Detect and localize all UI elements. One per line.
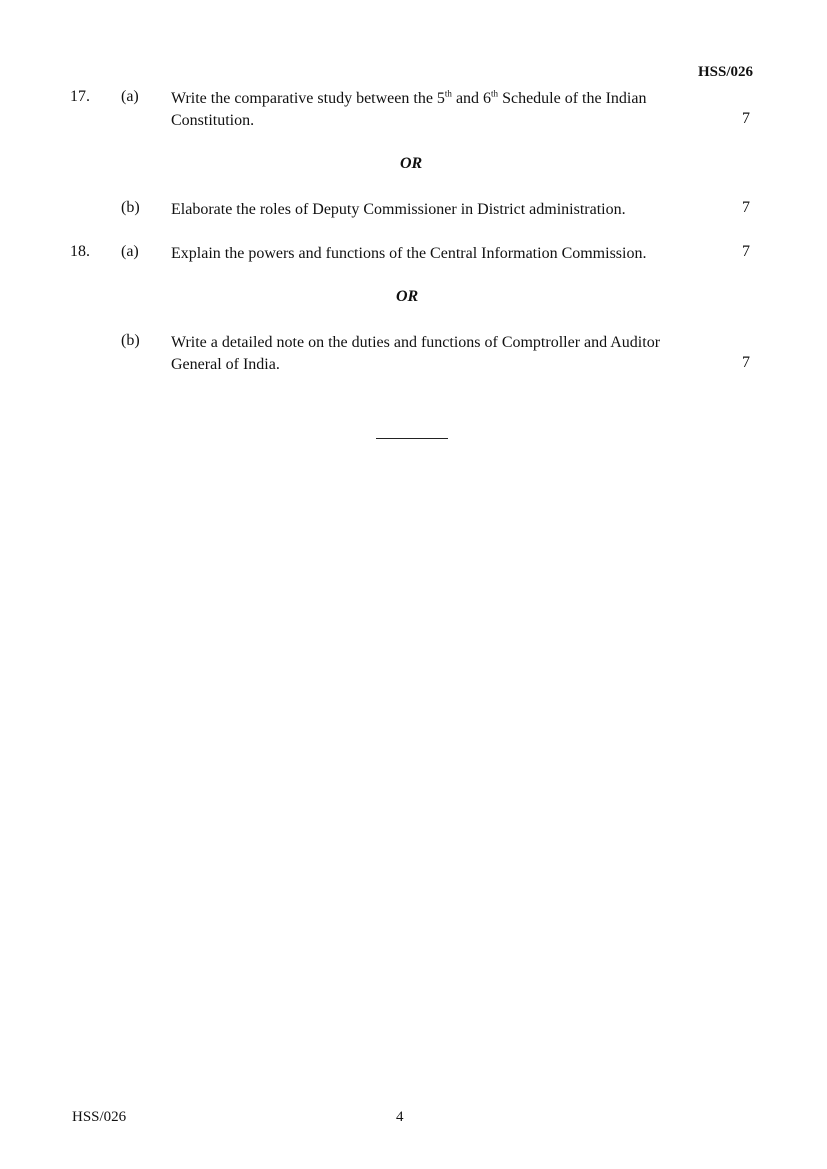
question-18a-marks: 7 bbox=[742, 243, 750, 260]
footer-paper-code: HSS/026 bbox=[72, 1109, 127, 1125]
question-18b-marks: 7 bbox=[742, 354, 750, 371]
question-17a-line1: Write the comparative study between the 5th and 6th Schedule of the Indian bbox=[171, 88, 647, 107]
question-17b-text: Elaborate the roles of Deputy Commissioner in District administration. bbox=[171, 201, 626, 218]
superscript-th: th bbox=[444, 88, 452, 99]
question-18a-label: (a) bbox=[121, 243, 139, 260]
question-18-or: OR bbox=[396, 288, 419, 305]
question-18b-text bbox=[171, 332, 731, 376]
question-17a-text bbox=[171, 88, 731, 132]
question-18-number: 18. bbox=[70, 243, 90, 260]
question-17a-line2: Constitution. bbox=[171, 112, 255, 129]
page-number: 4 bbox=[396, 1109, 404, 1125]
superscript-th: th bbox=[491, 88, 499, 99]
header-paper-code: HSS/026 bbox=[697, 64, 753, 80]
question-18b-line2: General of India. bbox=[171, 356, 280, 373]
question-18b-label: (b) bbox=[121, 332, 140, 349]
question-18a-text: Explain the powers and functions of the Central Information Commission. bbox=[171, 245, 647, 262]
question-17b-marks: 7 bbox=[742, 199, 750, 216]
end-of-paper-divider bbox=[376, 438, 448, 439]
question-17a-label: (a) bbox=[121, 88, 139, 105]
question-17a-marks: 7 bbox=[742, 110, 750, 127]
question-17-or: OR bbox=[400, 155, 423, 172]
question-18b-line1: Write a detailed note on the duties and functions of Comptroller and Auditor bbox=[171, 334, 661, 351]
question-17-number: 17. bbox=[70, 88, 90, 105]
question-17b-label: (b) bbox=[121, 199, 140, 216]
